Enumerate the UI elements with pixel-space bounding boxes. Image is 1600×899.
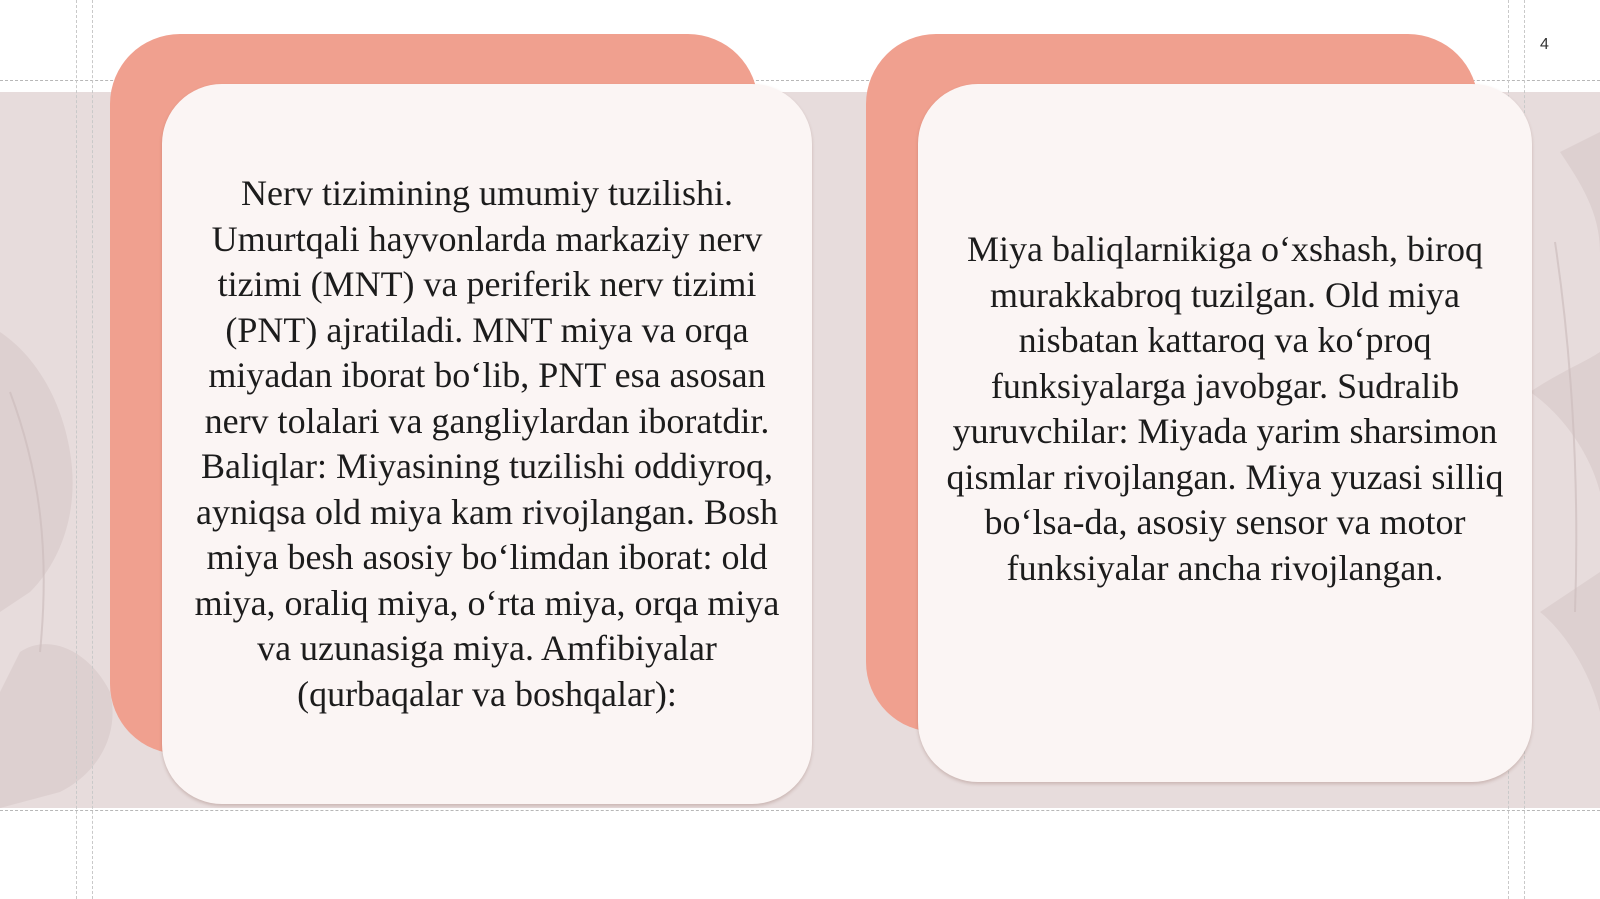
guide-line-left-2 xyxy=(92,0,93,899)
page-number: 4 xyxy=(1540,36,1549,53)
guide-line-left-1 xyxy=(76,0,77,899)
text-card-right xyxy=(918,84,1532,782)
text-card-left xyxy=(162,84,812,804)
card-text-left: Nerv tizimining umumiy tuzilishi. Umurtqali hayvonlarda markaziy nerv tizimi (MNT) va periferik nerv tizimi (PNT) ajratiladi. MNT miya va orqa miyadan iborat bo‘lib, PNT esa asosan nerv tolalari va gangliylardan iboratdir. Baliqlar: Miyasining tuzilishi oddiyroq, ayniqsa old miya kam rivojlangan. Bosh miya besh asosiy bo‘limdan iborat: old miya, oraliq miya, o‘rta miya, orqa miya va uzunasiga miya. Amfibiyalar (qurbaqalar va boshqalar): xyxy=(194,173,780,714)
guide-line-bottom xyxy=(0,810,1600,811)
card-text-right: Miya baliqlarnikiga o‘xshash, biroq murakkabroq tuzilgan. Old miya nisbatan kattaroq va ko‘proq funksiyalarga javobgar. Sudralib yuruvchilar: Miyada yarim sharsimon qismlar rivojlangan. Miya yuzasi silliq bo‘lsa-da, asosiy sensor va motor funksiyalar ancha rivojlangan. xyxy=(946,229,1504,588)
